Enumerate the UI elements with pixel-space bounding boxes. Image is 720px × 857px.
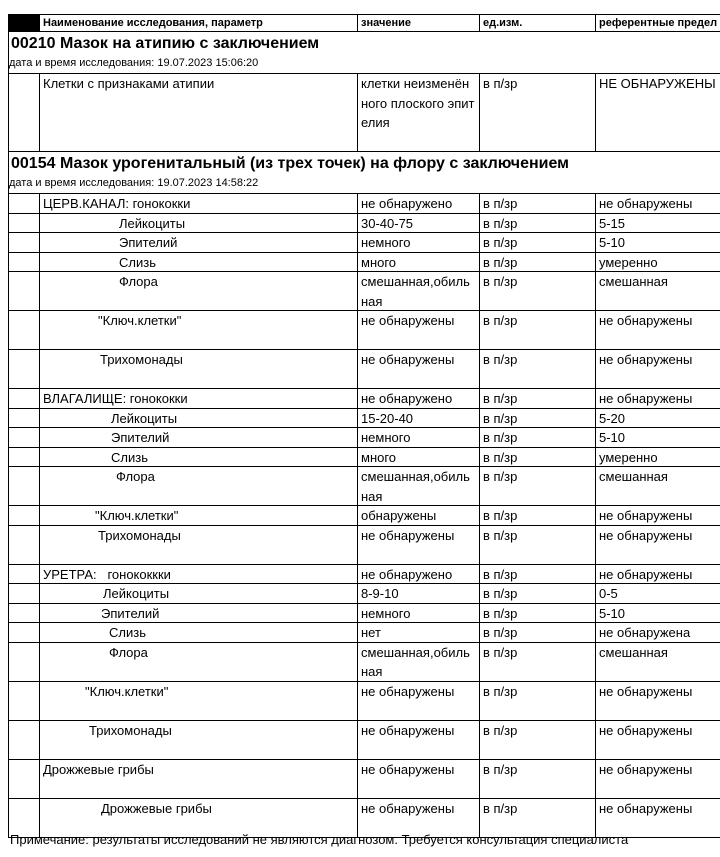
parameter-name: Эпителий [39, 428, 357, 448]
parameter-value: немного [357, 428, 479, 448]
row-blank-cell [8, 272, 39, 311]
parameter-value: не обнаружены [357, 311, 479, 350]
reference-range: не обнаружены [595, 760, 720, 799]
parameter-name: УРЕТРА: гонококкки [39, 565, 357, 585]
reference-range: не обнаружены [595, 389, 720, 409]
header-blank-cell [8, 14, 39, 32]
table-row [8, 389, 720, 409]
row-blank-cell [8, 214, 39, 234]
table-header [8, 14, 720, 32]
parameter-name: Трихомонады [39, 350, 357, 389]
parameter-name: "Ключ.клетки" [39, 682, 357, 721]
parameter-unit: в п/зр [479, 682, 595, 721]
parameter-name: Слизь [39, 623, 357, 643]
reference-range: не обнаружены [595, 506, 720, 526]
parameter-name: Лейкоциты [39, 584, 357, 604]
row-blank-cell [8, 604, 39, 624]
header-reference: референтные предел [595, 14, 720, 32]
reference-range: 5-10 [595, 604, 720, 624]
row-blank-cell [8, 74, 39, 152]
parameter-unit: в п/зр [479, 233, 595, 253]
table-row [8, 428, 720, 448]
parameter-unit: в п/зр [479, 350, 595, 389]
parameter-value: не обнаружены [357, 682, 479, 721]
table-row [8, 253, 720, 273]
header-value: значение [357, 14, 479, 32]
parameter-name: "Ключ.клетки" [39, 506, 357, 526]
parameter-value: много [357, 253, 479, 273]
parameter-value: 8-9-10 [357, 584, 479, 604]
table-row [8, 233, 720, 253]
reference-range: не обнаружены [595, 799, 720, 838]
row-blank-cell [8, 643, 39, 682]
parameter-value: 30-40-75 [357, 214, 479, 234]
row-blank-cell [8, 233, 39, 253]
parameter-value: не обнаружены [357, 350, 479, 389]
footnote: Примечание: результаты исследований не являются диагнозом. Требуется консультация специалиста [10, 832, 629, 847]
parameter-name: Слизь [39, 253, 357, 273]
row-blank-cell [8, 506, 39, 526]
parameter-name: Лейкоциты [39, 409, 357, 429]
row-blank-cell [8, 526, 39, 565]
table-row [8, 526, 720, 565]
parameter-unit: в п/зр [479, 584, 595, 604]
parameter-value: смешанная,обильная [357, 643, 479, 682]
section-date: дата и время исследования: 19.07.2023 14:58:22 [9, 177, 259, 189]
table-row [8, 623, 720, 643]
row-blank-cell [8, 682, 39, 721]
reference-range: не обнаружены [595, 194, 720, 214]
parameter-name: "Ключ.клетки" [39, 311, 357, 350]
parameter-unit: в п/зр [479, 389, 595, 409]
parameter-unit: в п/зр [479, 467, 595, 506]
parameter-name: Флора [39, 272, 357, 311]
parameter-unit: в п/зр [479, 194, 595, 214]
row-blank-cell [8, 311, 39, 350]
parameter-value: нет [357, 623, 479, 643]
parameter-value: не обнаружены [357, 526, 479, 565]
parameter-value: не обнаружено [357, 565, 479, 585]
parameter-value: не обнаружено [357, 389, 479, 409]
reference-range: 5-15 [595, 214, 720, 234]
row-blank-cell [8, 721, 39, 760]
reference-range: смешанная [595, 272, 720, 311]
parameter-name: Флора [39, 467, 357, 506]
parameter-unit: в п/зр [479, 721, 595, 760]
row-blank-cell [8, 194, 39, 214]
reference-range: смешанная [595, 467, 720, 506]
parameter-value: немного [357, 604, 479, 624]
lab-report-table [8, 14, 720, 838]
parameter-unit: в п/зр [479, 760, 595, 799]
row-blank-cell [8, 565, 39, 585]
parameter-value: смешанная,обильная [357, 467, 479, 506]
reference-range: умеренно [595, 448, 720, 468]
parameter-unit: в п/зр [479, 565, 595, 585]
parameter-unit: в п/зр [479, 253, 595, 273]
reference-range: смешанная [595, 643, 720, 682]
parameter-value: 15-20-40 [357, 409, 479, 429]
parameter-unit: в п/зр [479, 428, 595, 448]
reference-range: не обнаружены [595, 526, 720, 565]
parameter-value: обнаружены [357, 506, 479, 526]
parameter-unit: в п/зр [479, 74, 595, 152]
table-body [8, 32, 720, 838]
parameter-unit: в п/зр [479, 448, 595, 468]
row-blank-cell [8, 428, 39, 448]
parameter-name: Флора [39, 643, 357, 682]
parameter-name: Клетки с признаками атипии [39, 74, 357, 152]
reference-range: не обнаружены [595, 350, 720, 389]
parameter-name: ЦЕРВ.КАНАЛ: гонококки [39, 194, 357, 214]
row-blank-cell [8, 623, 39, 643]
row-blank-cell [8, 584, 39, 604]
parameter-unit: в п/зр [479, 214, 595, 234]
parameter-value: много [357, 448, 479, 468]
parameter-unit: в п/зр [479, 604, 595, 624]
section-header [8, 32, 720, 74]
parameter-name: Лейкоциты [39, 214, 357, 234]
header-name: Наименование исследования, параметр [39, 14, 357, 32]
parameter-name: Слизь [39, 448, 357, 468]
parameter-value: не обнаружены [357, 799, 479, 838]
parameter-value: клетки неизменённого плоского эпителия [357, 74, 479, 152]
reference-range: 5-10 [595, 233, 720, 253]
reference-range: 5-20 [595, 409, 720, 429]
parameter-name: Дрожжевые грибы [39, 760, 357, 799]
parameter-name: Трихомонады [39, 526, 357, 565]
reference-range: не обнаружены [595, 565, 720, 585]
section-header [8, 152, 720, 194]
row-blank-cell [8, 389, 39, 409]
header-unit: ед.изм. [479, 14, 595, 32]
parameter-value: немного [357, 233, 479, 253]
table-row [8, 311, 720, 350]
table-row [8, 565, 720, 585]
parameter-name: Трихомонады [39, 721, 357, 760]
table-row [8, 74, 720, 152]
table-row [8, 604, 720, 624]
parameter-name: Эпителий [39, 233, 357, 253]
table-row [8, 584, 720, 604]
table-row [8, 194, 720, 214]
parameter-name: Эпителий [39, 604, 357, 624]
table-row [8, 467, 720, 506]
parameter-unit: в п/зр [479, 799, 595, 838]
reference-range: не обнаружена [595, 623, 720, 643]
reference-range: умеренно [595, 253, 720, 273]
parameter-unit: в п/зр [479, 272, 595, 311]
section-date: дата и время исследования: 19.07.2023 15:06:20 [9, 57, 259, 69]
row-blank-cell [8, 760, 39, 799]
parameter-unit: в п/зр [479, 526, 595, 565]
table-row [8, 448, 720, 468]
reference-range: не обнаружены [595, 682, 720, 721]
parameter-unit: в п/зр [479, 623, 595, 643]
table-row [8, 682, 720, 721]
table-row [8, 272, 720, 311]
parameter-unit: в п/зр [479, 409, 595, 429]
parameter-value: не обнаружены [357, 721, 479, 760]
reference-range: 0-5 [595, 584, 720, 604]
table-row [8, 721, 720, 760]
parameter-value: смешанная,обильная [357, 272, 479, 311]
reference-range: не обнаружены [595, 311, 720, 350]
section-title: 00210 Мазок на атипию с заключением [11, 35, 320, 52]
table-row [8, 214, 720, 234]
row-blank-cell [8, 253, 39, 273]
row-blank-cell [8, 409, 39, 429]
parameter-value: не обнаружены [357, 760, 479, 799]
parameter-name: ВЛАГАЛИЩЕ: гонококки [39, 389, 357, 409]
table-row [8, 506, 720, 526]
parameter-value: не обнаружено [357, 194, 479, 214]
parameter-unit: в п/зр [479, 311, 595, 350]
table-row [8, 350, 720, 389]
parameter-unit: в п/зр [479, 506, 595, 526]
parameter-unit: в п/зр [479, 643, 595, 682]
parameter-name: Дрожжевые грибы [39, 799, 357, 838]
reference-range: 5-10 [595, 428, 720, 448]
table-row [8, 409, 720, 429]
section-title: 00154 Мазок урогенитальный (из трех точек) на флору с заключением [11, 155, 570, 172]
row-blank-cell [8, 350, 39, 389]
row-blank-cell [8, 448, 39, 468]
row-blank-cell [8, 467, 39, 506]
table-row [8, 643, 720, 682]
reference-range: НЕ ОБНАРУЖЕНЫ [595, 74, 720, 152]
reference-range: не обнаружены [595, 721, 720, 760]
table-row [8, 760, 720, 799]
